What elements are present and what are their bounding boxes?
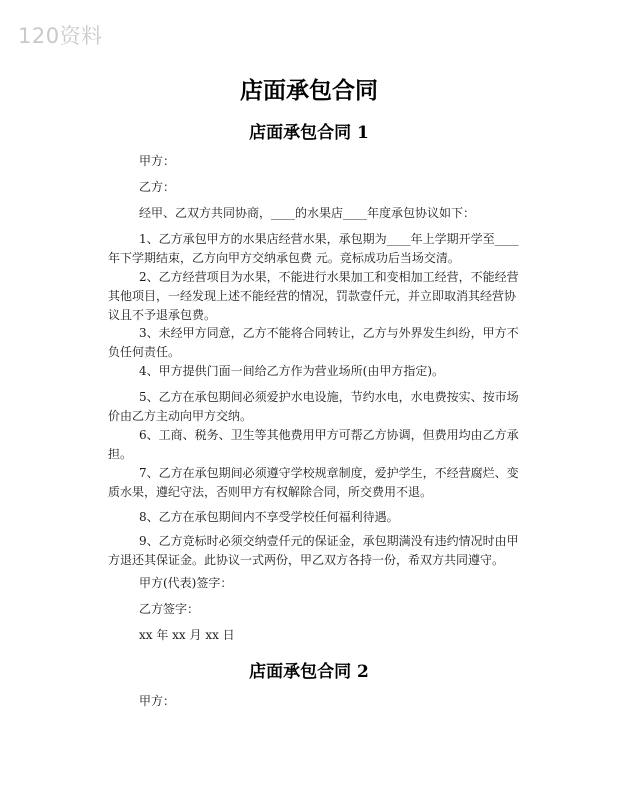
clause-5: 5、乙方在承包期间必须爱护水电设施，节约水电，水电费按实、按市场价由乙方主动向甲方交纳。 <box>108 390 519 423</box>
clause-3: 3、未经甲方同意，乙方不能将合同转让，乙方与外界发生纠纷，甲方不负任何责任。 <box>108 326 519 359</box>
party-b-signature: 乙方签字： <box>139 602 200 616</box>
party-b-line: 乙方： <box>139 180 176 194</box>
clause-8: 8、乙方在承包期间内不享受学校任何福利待遇。 <box>139 510 399 524</box>
clause-6: 6、工商、税务、卫生等其他费用甲方可帮乙方协调，但费用均由乙方承担。 <box>108 428 519 461</box>
clause-2: 2、乙方经营项目为水果，不能进行水果加工和变相加工经营，不能经营其他项目，一经发现上述不能经营的情况，罚款壹仟元，并立即取消其经营协议且不予退承包费。 <box>108 270 519 322</box>
clause-9: 9、乙方竞标时必须交纳壹仟元的保证金，承包期满没有违约情况时由甲方退还其保证金。此协议一式两份，甲乙双方各持一份，希双方共同遵守。 <box>108 534 519 567</box>
clause-1: 1、乙方承包甲方的水果店经营水果，承包期为____年上学期开学至____年下学期结束，乙方向甲方交纳承包费 元。竞标成功后当场交清。 <box>108 232 519 265</box>
signing-date: xx 年 xx 月 xx 日 <box>139 628 235 642</box>
agreement-intro: 经甲、乙双方共同协商，____的水果店____年度承包协议如下： <box>139 206 476 220</box>
section-title-1: 店面承包合同 1 <box>249 123 369 143</box>
section-title-2: 店面承包合同 2 <box>249 662 369 682</box>
watermark-logo: 120资料 <box>18 24 103 48</box>
clause-7: 7、乙方在承包期间必须遵守学校规章制度，爱护学生，不经营腐烂、变质水果，遵纪守法，否则甲方有权解除合同，所交费用不退。 <box>108 466 519 499</box>
party-a-line: 甲方： <box>139 154 176 168</box>
party-a-line-2: 甲方： <box>139 694 176 708</box>
document-title: 店面承包合同 <box>240 77 378 104</box>
clause-4: 4、甲方提供门面一间给乙方作为营业场所(由甲方指定)。 <box>139 364 445 378</box>
party-a-signature: 甲方(代表)签字： <box>139 576 233 590</box>
